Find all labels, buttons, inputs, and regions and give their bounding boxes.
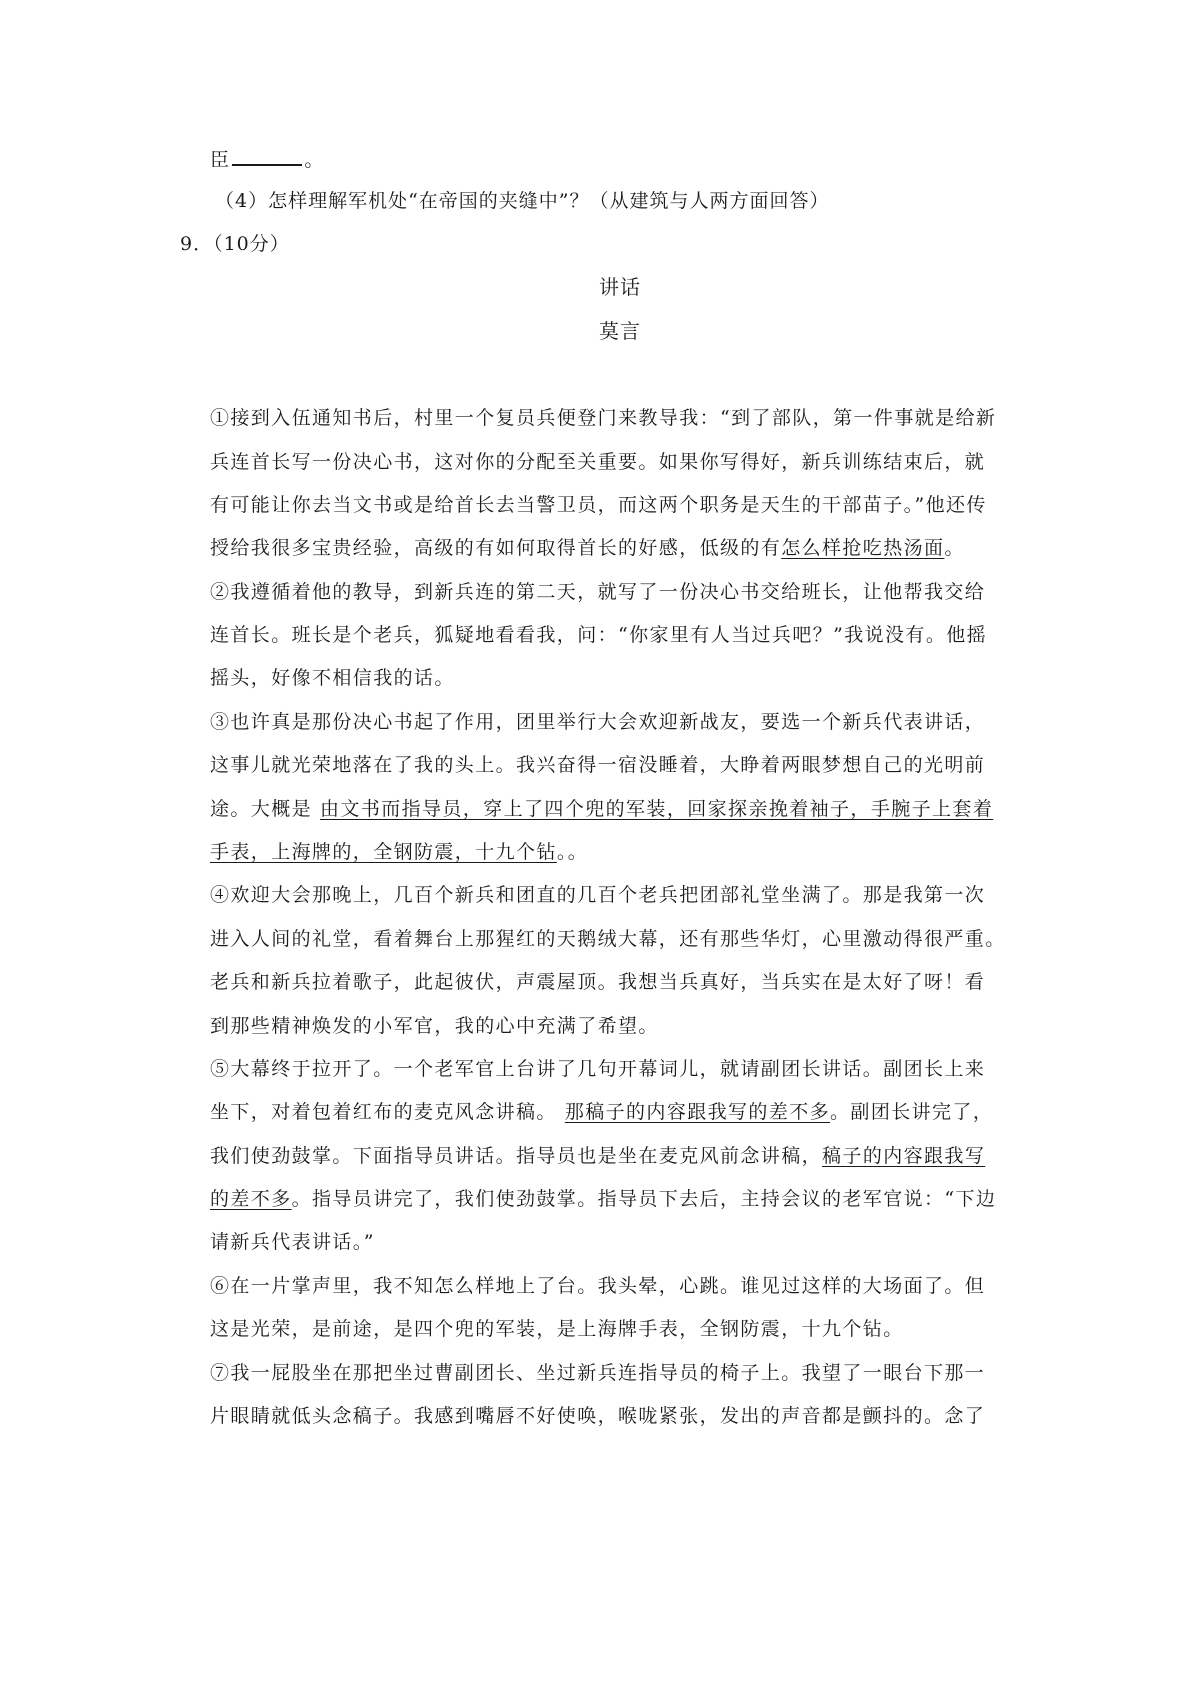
paragraph-line: 有可能让你去当文书或是给首长去当警卫员，而这两个职务是天生的干部苗子。”他还传 (210, 494, 987, 516)
paragraph-line: 这是光荣，是前途，是四个兜的军装，是上海牌手表，全钢防震，十九个钻。 (210, 1318, 904, 1340)
paragraph-line: 兵连首长写一份决心书，这对你的分配至关重要。如果你写得好，新兵训练结束后，就 (210, 451, 986, 473)
underlined-phrase: 的差不多 (210, 1188, 292, 1210)
text-span: 。 (944, 537, 965, 559)
text-span: 。。 (556, 841, 589, 863)
underlined-phrase: 由文书而指导员，穿上了四个兜的军装，回家探亲挽着袖子，手腕子上套着 (320, 798, 994, 820)
text-span: 坐下，对着包着红布的麦克风念讲稿。 (210, 1101, 557, 1123)
text-span: 。副团长讲完了， (830, 1101, 994, 1123)
underlined-phrase: 怎么样抢吃热汤面 (781, 537, 945, 559)
question-9-header: 9．（10分） (180, 233, 290, 255)
paragraph-line: 老兵和新兵拉着歌子，此起彼伏，声震屋顶。我想当兵真好，当兵实在是太好了呀！看 (210, 971, 986, 993)
answer-prefix: 臣 (210, 149, 231, 171)
answer-suffix: 。 (304, 149, 325, 171)
paragraph-line: ④欢迎大会那晚上，几百个新兵和团直的几百个老兵把团部礼堂坐满了。那是我第一次 (210, 884, 986, 906)
paragraph-line: 片眼睛就低头念稿子。我感到嘴唇不好使唤，喉咙紧张，发出的声音都是颤抖的。念了 (210, 1405, 986, 1427)
paragraph-line (210, 796, 1030, 822)
text-span: 我们使劲鼓掌。下面指导员讲话。指导员也是坐在麦克风前念讲稿， (210, 1145, 823, 1167)
paragraph-line: ⑥在一片掌声里，我不知怎么样地上了台。我头晕，心跳。谁见过这样的大场面了。但 (210, 1275, 986, 1297)
paragraph-line (210, 535, 1030, 561)
paragraph-line: ②我遵循着他的教导，到新兵连的第二天，就写了一份决心书交给班长，让他帮我交给 (210, 581, 986, 603)
article-author: 莫言 (599, 319, 641, 343)
paragraph-line: ⑤大幕终于拉开了。一个老军官上台讲了几句开幕词儿，就请副团长讲话。副团长上来 (210, 1058, 986, 1080)
paragraph-line (210, 1143, 1030, 1169)
text-span: 授给我很多宝贵经验，高级的有如何取得首长的好感，低级的有 (210, 537, 782, 559)
paragraph-line: 到那些精神焕发的小军官，我的心中充满了希望。 (210, 1015, 659, 1037)
paragraph-line: 连首长。班长是个老兵，狐疑地看看我，问：“你家里有人当过兵吧？”我说没有。他摇 (210, 624, 988, 646)
prev-answer-line (210, 146, 1030, 173)
paragraph-line: ③也许真是那份决心书起了作用，团里举行大会欢迎新战友，要选一个新兵代表讲话， (210, 711, 986, 733)
paragraph-line: ⑦我一屁股坐在那把坐过曹副团长、坐过新兵连指导员的椅子上。我望了一眼台下那一 (210, 1362, 986, 1384)
article-title: 讲话 (599, 275, 641, 299)
text-span: 途。大概是 (210, 798, 313, 820)
paragraph-line (210, 1186, 1030, 1212)
paragraph-line: 摇头，好像不相信我的话。 (210, 667, 455, 689)
underlined-phrase: 手表，上海牌的，全钢防震，十九个钻 (210, 841, 557, 863)
underlined-phrase: 那稿子的内容跟我写的差不多 (564, 1101, 831, 1123)
paragraph-line: 进入人间的礼堂，看着舞台上那猩红的天鹅绒大幕，还有那些华灯，心里激动得很严重。 (210, 928, 1006, 950)
paragraph-line: ①接到入伍通知书后，村里一个复员兵便登门来教导我：“到了部队，第一件事就是给新 (210, 407, 997, 429)
paragraph-line (210, 839, 1030, 865)
text-span: 。指导员讲完了，我们使劲鼓掌。指导员下去后，主持会议的老军官说：“下边 (291, 1188, 997, 1210)
underlined-phrase: 稿子的内容跟我写 (822, 1145, 986, 1167)
paragraph-line (210, 1099, 1030, 1125)
question-4: （4）怎样理解军机处“在帝国的夹缝中”？（从建筑与人两方面回答） (215, 190, 830, 212)
paragraph-line: 这事儿就光荣地落在了我的头上。我兴奋得一宿没睡着，大睁着两眼梦想自己的光明前 (210, 754, 986, 776)
answer-blank[interactable] (232, 146, 302, 166)
paragraph-line: 请新兵代表讲话。” (210, 1231, 375, 1253)
